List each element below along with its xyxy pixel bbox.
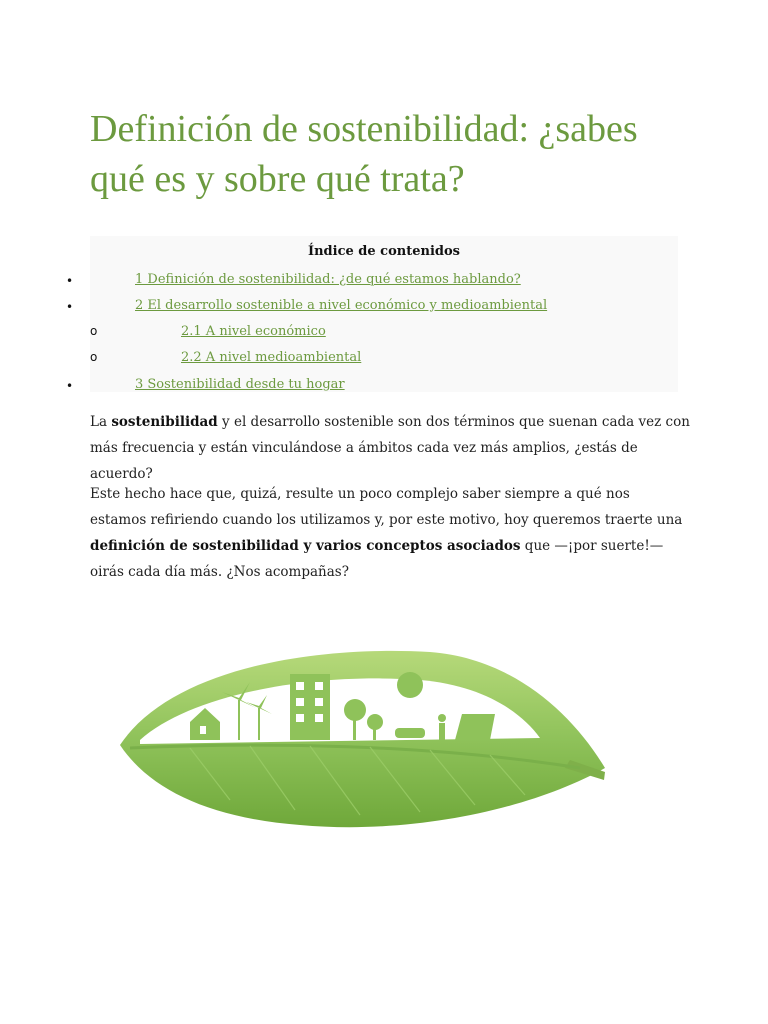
- article-title: Definición de sostenibilidad: ¿sabes qué es y sobre qué trata?: [90, 108, 638, 200]
- toc-link[interactable]: 3 Sostenibilidad desde tu hogar: [135, 377, 345, 392]
- toc-title: Índice de contenidos: [308, 244, 460, 259]
- toc-bullet: •: [66, 274, 74, 288]
- toc-subbullet: o: [90, 324, 98, 338]
- toc-sublink[interactable]: 2.1 A nivel económico: [181, 324, 326, 339]
- toc-sublink[interactable]: 2.2 A nivel medioambiental: [181, 350, 362, 365]
- toc-bullet: •: [66, 300, 74, 314]
- eco-leaf-city-illustration: [110, 640, 610, 840]
- table-of-contents: [66, 236, 678, 393]
- toc-bullet: •: [66, 379, 74, 393]
- toc-subbullet: o: [90, 350, 98, 364]
- intro-paragraph-1: La sostenibilidad y el desarrollo sostenible son dos términos que suenan cada vez con más frecuencia y están vinculándose a ámbitos cada vez más amplios, ¿estás de acuerdo?: [90, 414, 690, 482]
- toc-link[interactable]: 1 Definición de sostenibilidad: ¿de qué estamos hablando?: [135, 272, 521, 287]
- intro-paragraph-2: Este hecho hace que, quizá, resulte un poco complejo saber siempre a qué nos estamos refiriendo cuando los utilizamos y, por este motivo, hoy queremos traerte una definición de sostenibilidad y varios conceptos asociados que —¡por suerte!— oirás cada día más. ¿Nos acompañas?: [90, 486, 683, 580]
- toc-link[interactable]: 2 El desarrollo sostenible a nivel económico y medioambiental: [135, 298, 548, 313]
